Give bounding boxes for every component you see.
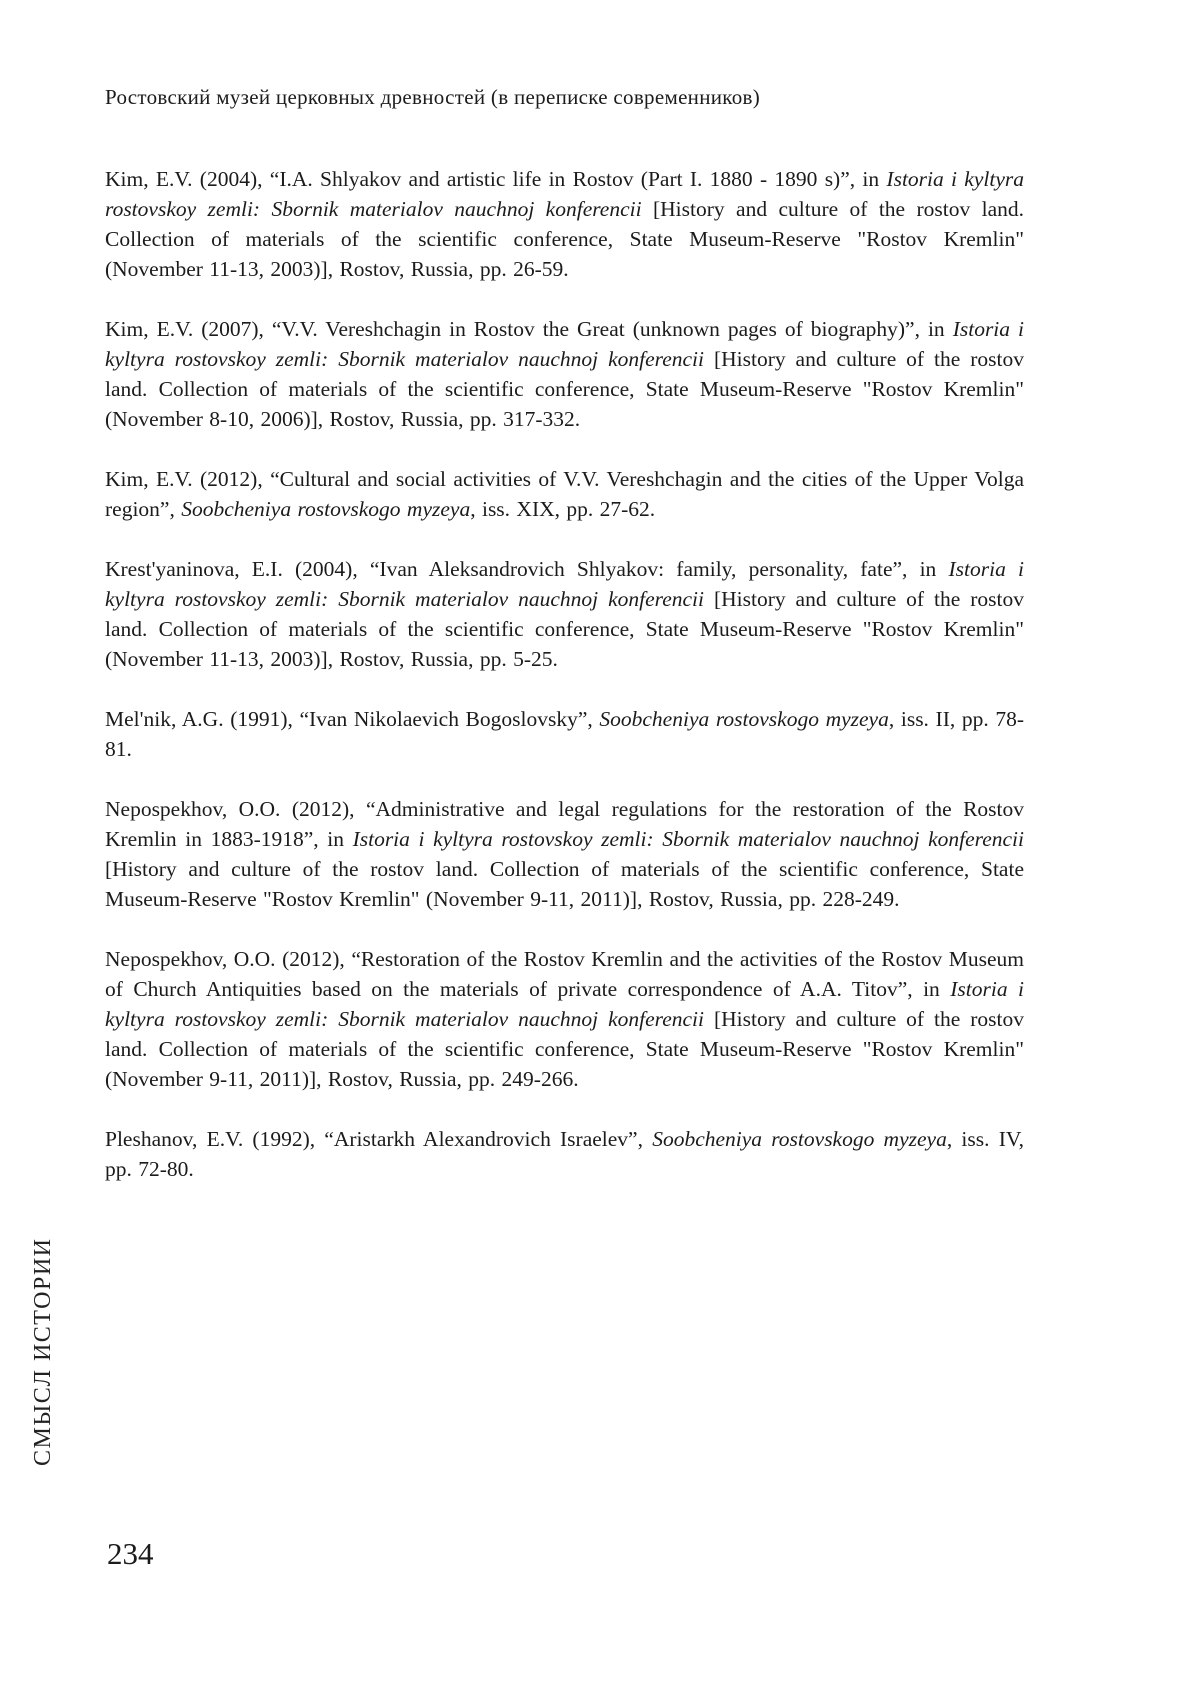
reference-text: , iss. II, pp. 78-81. — [105, 707, 1024, 761]
reference-text: Mel'nik, A.G. (1991), “Ivan Nikolaevich Bogoslovsky”, — [105, 707, 600, 731]
reference-text: [History and culture of the rostov land. Collection of materials of the scientific conference, State Museum-Reserve "Rostov Kremlin" (November 8-10, 2006)], Rostov, Russia, pp. 317-332. — [105, 347, 1024, 431]
reference-entry — [105, 794, 1024, 914]
reference-entry — [105, 1124, 1024, 1184]
references-list — [105, 164, 1024, 1214]
reference-text: , iss. IV, pp. 72-80. — [105, 1127, 1024, 1181]
reference-source-title: Istoria i kyltyra rostovskoy zemli: Sbornik materialov nauchnoj konferencii — [105, 977, 1024, 1031]
reference-entry — [105, 314, 1024, 434]
reference-text: Nepospekhov, O.O. (2012), “Administrative and legal regulations for the restoration of the Rostov Kremlin in 1883-1918”, in — [105, 797, 1024, 851]
reference-source-title: Soobcheniya rostovskogo myzeya — [652, 1127, 947, 1151]
reference-entry — [105, 704, 1024, 764]
reference-text: , iss. XIX, pp. 27-62. — [470, 497, 656, 521]
reference-text: [History and culture of the rostov land. Collection of materials of the scientific conference, State Museum-Reserve "Rostov Kremlin" (November 11-13, 2003)], Rostov, Russia, pp. 5-25. — [105, 587, 1024, 671]
reference-text: Nepospekhov, O.O. (2012), “Restoration of the Rostov Kremlin and the activities of the Rostov Museum of Church Antiquities based on the materials of private correspondence of A.A. Titov”, in — [105, 947, 1024, 1001]
reference-text: [History and culture of the rostov land. Collection of materials of the scientific conference, State Museum-Reserve "Rostov Kremlin" (November 9-11, 2011)], Rostov, Russia, pp. 249-266. — [105, 1007, 1024, 1091]
reference-text: [History and culture of the rostov land. Collection of materials of the scientific conference, State Museum-Reserve "Rostov Kremlin" (November 9-11, 2011)], Rostov, Russia, pp. 228-249. — [105, 857, 1024, 911]
reference-source-title: Soobcheniya rostovskogo myzeya — [599, 707, 889, 731]
running-head: Ростовский музей церковных древностей (в переписке современников) — [105, 85, 761, 109]
reference-text: Pleshanov, E.V. (1992), “Aristarkh Alexandrovich Israelev”, — [105, 1127, 653, 1151]
reference-source-title: Istoria i kyltyra rostovskoy zemli: Sbornik materialov nauchnoj konferencii — [352, 827, 1024, 851]
reference-source-title: Istoria i kyltyra rostovskoy zemli: Sbornik materialov nauchnoj konferencii — [105, 317, 1024, 371]
reference-text: Kim, E.V. (2004), “I.A. Shlyakov and artistic life in Rostov (Part I. 1880 - 1890 s)”, in — [105, 167, 887, 191]
reference-entry — [105, 464, 1024, 524]
reference-text: Kim, E.V. (2007), “V.V. Vereshchagin in Rostov the Great (unknown pages of biography)”, in — [105, 317, 953, 341]
reference-entry — [105, 554, 1024, 674]
reference-entry — [105, 164, 1024, 284]
reference-source-title: Soobcheniya rostovskogo myzeya — [181, 497, 471, 521]
page-number: 234 — [107, 1536, 154, 1571]
reference-text: Krest'yaninova, E.I. (2004), “Ivan Aleksandrovich Shlyakov: family, personality, fate”, in — [105, 557, 949, 581]
reference-source-title: Istoria i kyltyra rostovskoy zemli: Sbornik materialov nauchnoj konferencii — [105, 557, 1024, 611]
series-vertical-label: СМЫСЛ ИСТОРИИ — [30, 1237, 56, 1466]
reference-entry — [105, 944, 1024, 1094]
reference-text: [History and culture of the rostov land. Collection of materials of the scientific conference, State Museum-Reserve "Rostov Kremlin" (November 11-13, 2003)], Rostov, Russia, pp. 26-59. — [105, 197, 1025, 281]
reference-source-title: Istoria i kyltyra rostovskoy zemli: Sbornik materialov nauchnoj konferencii — [105, 167, 1024, 221]
reference-text: Kim, E.V. (2012), “Cultural and social activities of V.V. Vereshchagin and the cities of the Upper Volga region”, — [105, 467, 1024, 521]
